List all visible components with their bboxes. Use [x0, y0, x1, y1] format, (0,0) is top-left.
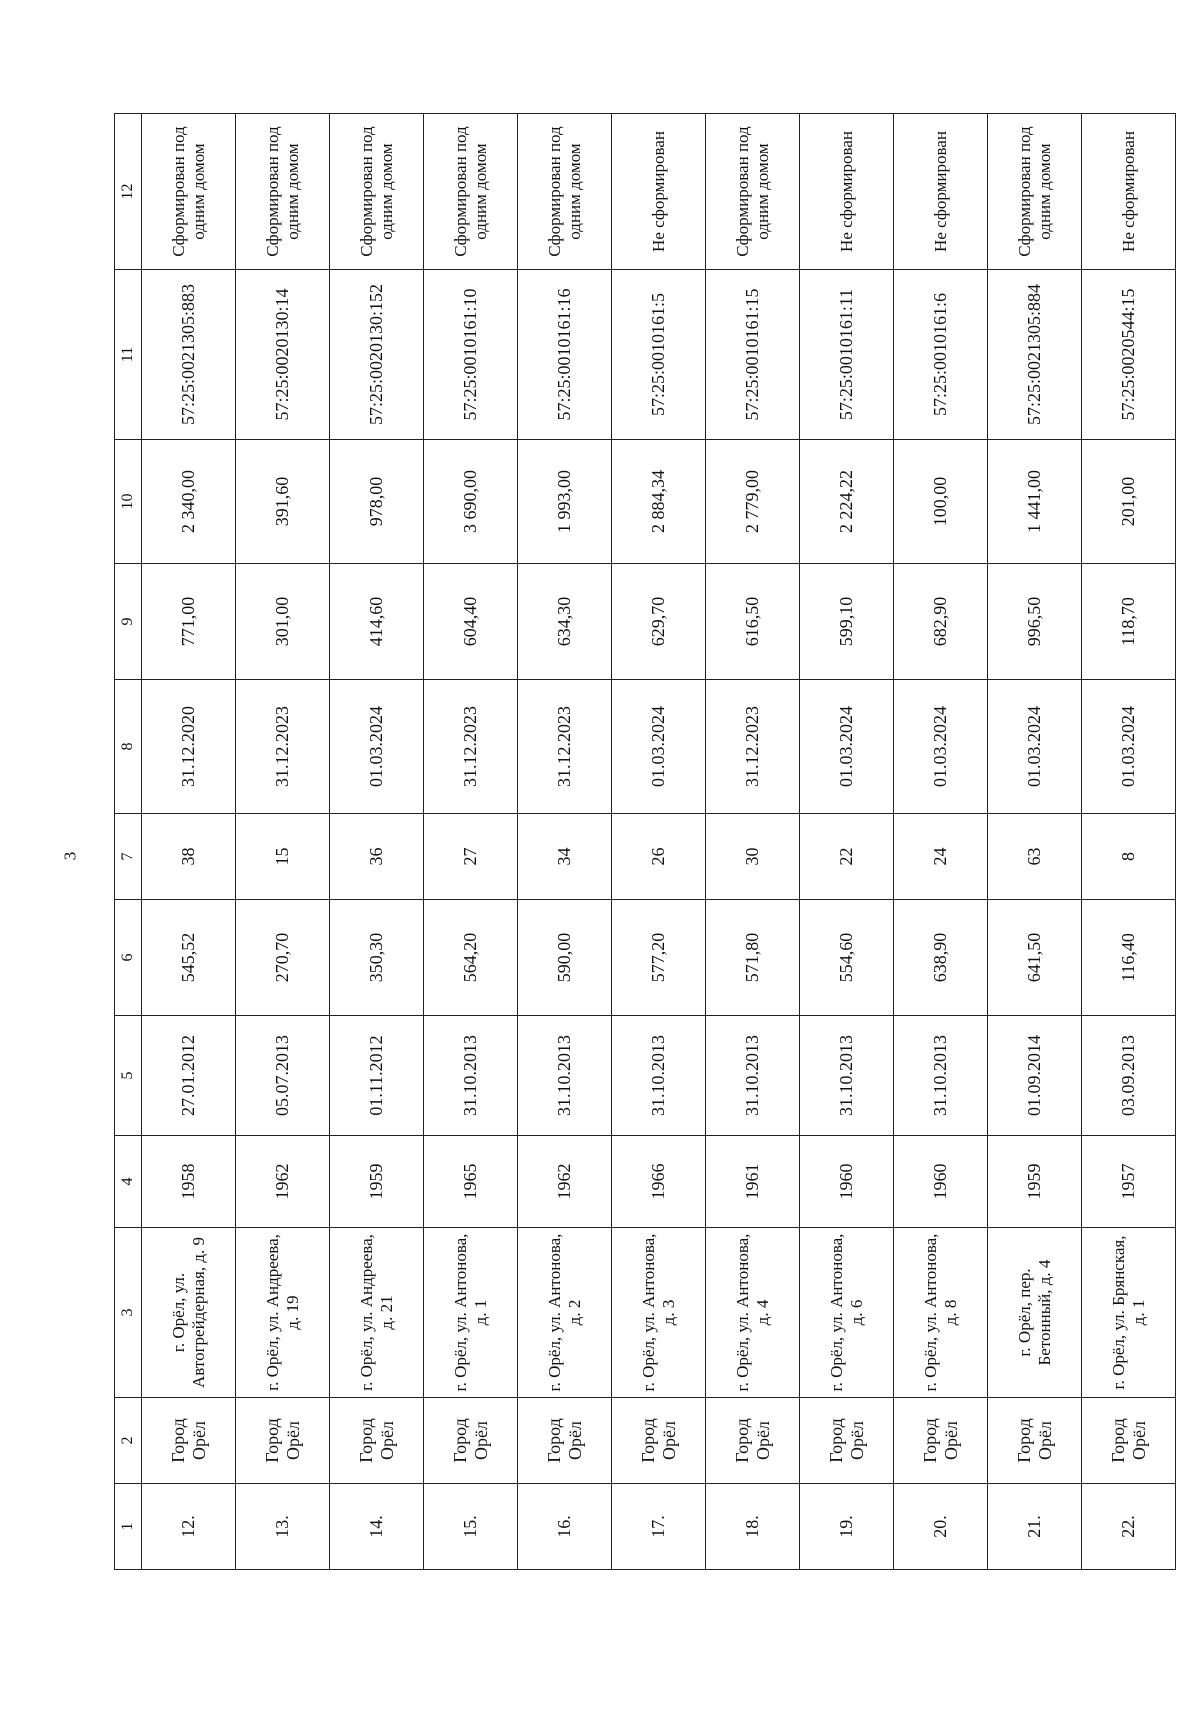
- deadline-date-cell: 31.12.2023: [518, 680, 612, 814]
- row-number-cell: 15.: [424, 1484, 518, 1570]
- year-built-cell: 1961: [706, 1136, 800, 1228]
- value-col9-cell: 682,90: [894, 564, 988, 680]
- value-col10-cell: 2 340,00: [142, 440, 236, 564]
- housing-table: [114, 113, 1176, 1570]
- column-number-cell: 3: [115, 1228, 142, 1398]
- value-col9-cell: 996,50: [988, 564, 1082, 680]
- address-cell: г. Орёл, ул. Автогрейдерная, д. 9: [142, 1228, 236, 1398]
- city-cell: Город Орёл: [988, 1398, 1082, 1484]
- city-cell: Город Орёл: [894, 1398, 988, 1484]
- value-col9-cell: 604,40: [424, 564, 518, 680]
- count-cell: 63: [988, 814, 1082, 900]
- deadline-date-cell: 31.12.2023: [236, 680, 330, 814]
- land-status-cell: Не сформирован: [1082, 114, 1176, 270]
- year-built-cell: 1965: [424, 1136, 518, 1228]
- column-number-cell: 5: [115, 1016, 142, 1136]
- column-number-cell: 12: [115, 114, 142, 270]
- row-number-cell: 22.: [1082, 1484, 1176, 1570]
- value-col10-cell: 1 441,00: [988, 440, 1082, 564]
- value-col9-cell: 414,60: [330, 564, 424, 680]
- column-number-cell: 7: [115, 814, 142, 900]
- year-built-cell: 1958: [142, 1136, 236, 1228]
- year-built-cell: 1962: [236, 1136, 330, 1228]
- date-cell: 31.10.2013: [518, 1016, 612, 1136]
- address-cell: г. Орёл, ул. Антонова, д. 6: [800, 1228, 894, 1398]
- land-status-cell: Сформирован под одним домом: [988, 114, 1082, 270]
- value-col10-cell: 2 224,22: [800, 440, 894, 564]
- address-cell: г. Орёл, ул. Антонова, д. 8: [894, 1228, 988, 1398]
- date-cell: 31.10.2013: [706, 1016, 800, 1136]
- value-col10-cell: 2 779,00: [706, 440, 800, 564]
- date-cell: 01.09.2014: [988, 1016, 1082, 1136]
- cadastral-number-cell: 57:25:0010161:16: [518, 270, 612, 440]
- cadastral-number-cell: 57:25:0010161:5: [612, 270, 706, 440]
- count-cell: 34: [518, 814, 612, 900]
- land-status-cell: Сформирован под одним домом: [706, 114, 800, 270]
- cadastral-number-cell: 57:25:0020130:14: [236, 270, 330, 440]
- value-col9-cell: 771,00: [142, 564, 236, 680]
- count-cell: 26: [612, 814, 706, 900]
- column-number-cell: 10: [115, 440, 142, 564]
- address-cell: г. Орёл, ул. Антонова, д. 1: [424, 1228, 518, 1398]
- page-number: 3: [60, 851, 80, 861]
- column-number-cell: 9: [115, 564, 142, 680]
- area-cell: 554,60: [800, 900, 894, 1016]
- column-number-row: [115, 114, 142, 1570]
- table-row: [1082, 114, 1176, 1570]
- value-col10-cell: 201,00: [1082, 440, 1176, 564]
- area-cell: 350,30: [330, 900, 424, 1016]
- row-number-cell: 18.: [706, 1484, 800, 1570]
- row-number-cell: 21.: [988, 1484, 1082, 1570]
- deadline-date-cell: 01.03.2024: [800, 680, 894, 814]
- deadline-date-cell: 31.12.2023: [424, 680, 518, 814]
- address-cell: г. Орёл, ул. Антонова, д. 2: [518, 1228, 612, 1398]
- table-row: [894, 114, 988, 1570]
- address-cell: г. Орёл, ул. Андреева, д. 19: [236, 1228, 330, 1398]
- value-col9-cell: 616,50: [706, 564, 800, 680]
- column-number-cell: 1: [115, 1484, 142, 1570]
- count-cell: 38: [142, 814, 236, 900]
- year-built-cell: 1959: [988, 1136, 1082, 1228]
- land-status-cell: Сформирован под одним домом: [142, 114, 236, 270]
- value-col10-cell: 391,60: [236, 440, 330, 564]
- table-row: [800, 114, 894, 1570]
- date-cell: 31.10.2013: [612, 1016, 706, 1136]
- count-cell: 24: [894, 814, 988, 900]
- address-cell: г. Орёл, ул. Антонова, д. 3: [612, 1228, 706, 1398]
- year-built-cell: 1966: [612, 1136, 706, 1228]
- cadastral-number-cell: 57:25:0010161:11: [800, 270, 894, 440]
- value-col10-cell: 1 993,00: [518, 440, 612, 564]
- column-number-cell: 8: [115, 680, 142, 814]
- table-row: [236, 114, 330, 1570]
- cadastral-number-cell: 57:25:0010161:15: [706, 270, 800, 440]
- city-cell: Город Орёл: [612, 1398, 706, 1484]
- value-col9-cell: 301,00: [236, 564, 330, 680]
- row-number-cell: 20.: [894, 1484, 988, 1570]
- area-cell: 638,90: [894, 900, 988, 1016]
- cadastral-number-cell: 57:25:0010161:10: [424, 270, 518, 440]
- value-col9-cell: 629,70: [612, 564, 706, 680]
- address-cell: г. Орёл, ул. Антонова, д. 4: [706, 1228, 800, 1398]
- value-col9-cell: 118,70: [1082, 564, 1176, 680]
- deadline-date-cell: 01.03.2024: [330, 680, 424, 814]
- table-row: [612, 114, 706, 1570]
- area-cell: 571,80: [706, 900, 800, 1016]
- year-built-cell: 1957: [1082, 1136, 1176, 1228]
- city-cell: Город Орёл: [424, 1398, 518, 1484]
- area-cell: 270,70: [236, 900, 330, 1016]
- value-col10-cell: 978,00: [330, 440, 424, 564]
- cadastral-number-cell: 57:25:0010161:6: [894, 270, 988, 440]
- row-number-cell: 13.: [236, 1484, 330, 1570]
- row-number-cell: 19.: [800, 1484, 894, 1570]
- city-cell: Город Орёл: [142, 1398, 236, 1484]
- cadastral-number-cell: 57:25:0021305:883: [142, 270, 236, 440]
- year-built-cell: 1962: [518, 1136, 612, 1228]
- land-status-cell: Сформирован под одним домом: [424, 114, 518, 270]
- count-cell: 27: [424, 814, 518, 900]
- year-built-cell: 1959: [330, 1136, 424, 1228]
- table-row: [142, 114, 236, 1570]
- city-cell: Город Орёл: [236, 1398, 330, 1484]
- row-number-cell: 16.: [518, 1484, 612, 1570]
- area-cell: 564,20: [424, 900, 518, 1016]
- city-cell: Город Орёл: [800, 1398, 894, 1484]
- column-number-cell: 11: [115, 270, 142, 440]
- cadastral-number-cell: 57:25:0020544:15: [1082, 270, 1176, 440]
- date-cell: 31.10.2013: [424, 1016, 518, 1136]
- table-row: [518, 114, 612, 1570]
- city-cell: Город Орёл: [1082, 1398, 1176, 1484]
- value-col10-cell: 2 884,34: [612, 440, 706, 564]
- area-cell: 116,40: [1082, 900, 1176, 1016]
- deadline-date-cell: 01.03.2024: [1082, 680, 1176, 814]
- count-cell: 22: [800, 814, 894, 900]
- deadline-date-cell: 01.03.2024: [988, 680, 1082, 814]
- cadastral-number-cell: 57:25:0020130:152: [330, 270, 424, 440]
- deadline-date-cell: 01.03.2024: [894, 680, 988, 814]
- area-cell: 590,00: [518, 900, 612, 1016]
- count-cell: 30: [706, 814, 800, 900]
- date-cell: 01.11.2012: [330, 1016, 424, 1136]
- year-built-cell: 1960: [894, 1136, 988, 1228]
- column-number-cell: 2: [115, 1398, 142, 1484]
- city-cell: Город Орёл: [706, 1398, 800, 1484]
- address-cell: г. Орёл, пер. Бетонный, д. 4: [988, 1228, 1082, 1398]
- deadline-date-cell: 31.12.2020: [142, 680, 236, 814]
- table-row: [988, 114, 1082, 1570]
- city-cell: Город Орёл: [518, 1398, 612, 1484]
- value-col10-cell: 100,00: [894, 440, 988, 564]
- deadline-date-cell: 31.12.2023: [706, 680, 800, 814]
- year-built-cell: 1960: [800, 1136, 894, 1228]
- value-col9-cell: 634,30: [518, 564, 612, 680]
- column-number-cell: 4: [115, 1136, 142, 1228]
- date-cell: 31.10.2013: [894, 1016, 988, 1136]
- land-status-cell: Сформирован под одним домом: [518, 114, 612, 270]
- area-cell: 641,50: [988, 900, 1082, 1016]
- row-number-cell: 14.: [330, 1484, 424, 1570]
- address-cell: г. Орёл, ул. Брянская, д. 1: [1082, 1228, 1176, 1398]
- date-cell: 05.07.2013: [236, 1016, 330, 1136]
- count-cell: 36: [330, 814, 424, 900]
- cadastral-number-cell: 57:25:0021305:884: [988, 270, 1082, 440]
- rotated-table-container: [114, 114, 1149, 1570]
- count-cell: 8: [1082, 814, 1176, 900]
- table-row: [330, 114, 424, 1570]
- land-status-cell: Не сформирован: [612, 114, 706, 270]
- date-cell: 31.10.2013: [800, 1016, 894, 1136]
- land-status-cell: Сформирован под одним домом: [236, 114, 330, 270]
- land-status-cell: Не сформирован: [800, 114, 894, 270]
- count-cell: 15: [236, 814, 330, 900]
- area-cell: 577,20: [612, 900, 706, 1016]
- land-status-cell: Не сформирован: [894, 114, 988, 270]
- row-number-cell: 12.: [142, 1484, 236, 1570]
- value-col9-cell: 599,10: [800, 564, 894, 680]
- deadline-date-cell: 01.03.2024: [612, 680, 706, 814]
- row-number-cell: 17.: [612, 1484, 706, 1570]
- table-row: [424, 114, 518, 1570]
- table-row: [706, 114, 800, 1570]
- city-cell: Город Орёл: [330, 1398, 424, 1484]
- area-cell: 545,52: [142, 900, 236, 1016]
- value-col10-cell: 3 690,00: [424, 440, 518, 564]
- date-cell: 03.09.2013: [1082, 1016, 1176, 1136]
- housing-table-wrapper: [114, 114, 1149, 1570]
- land-status-cell: Сформирован под одним домом: [330, 114, 424, 270]
- column-number-cell: 6: [115, 900, 142, 1016]
- date-cell: 27.01.2012: [142, 1016, 236, 1136]
- address-cell: г. Орёл, ул. Андреева, д. 21: [330, 1228, 424, 1398]
